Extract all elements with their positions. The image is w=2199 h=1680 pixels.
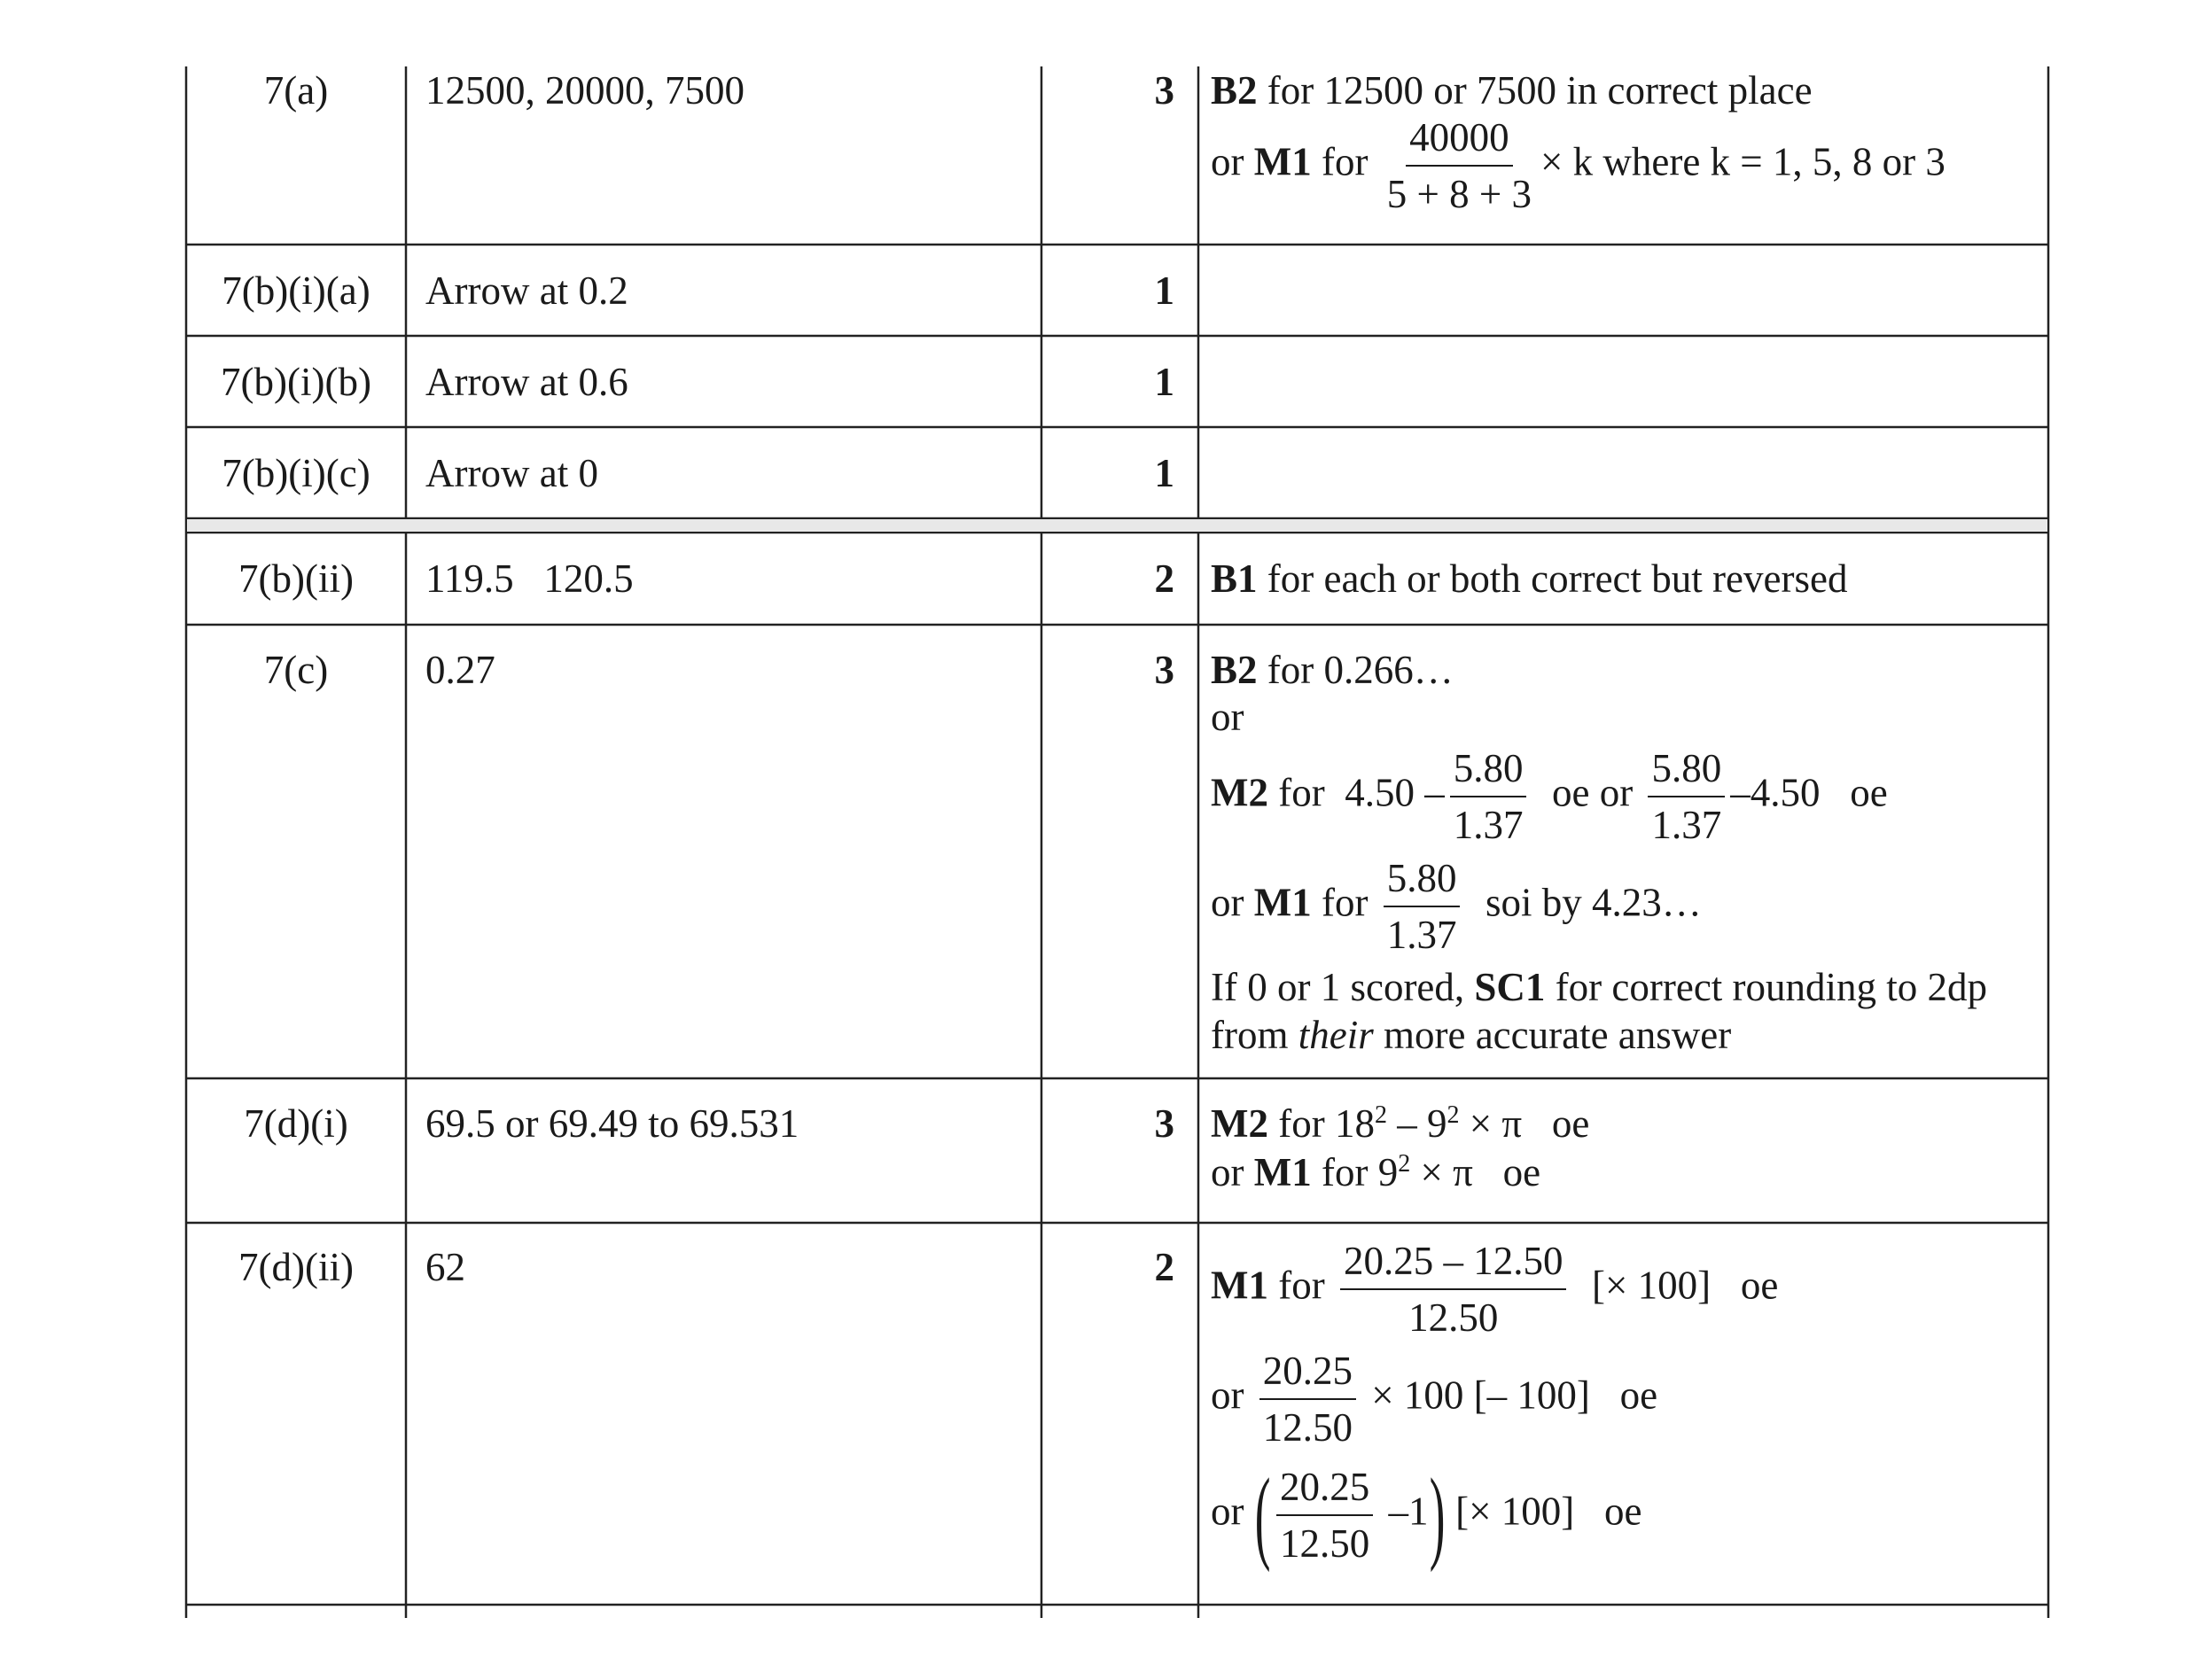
- guidance-line: or M1 for $\frac{40000}{5 + 8 + 3}$ × k where k = 1, 5, 8 or 3: [1211, 115, 1946, 216]
- guidance-line: or M1 for $\frac{5.80}{1.37}$ soi by 4.23…: [1211, 856, 1702, 957]
- answer: Arrow at 0.2: [425, 268, 628, 313]
- fraction: $\frac{40000}{5 + 8 + 3}$: [1386, 115, 1532, 216]
- fraction: $\frac{20.25}{12.50}$: [1276, 1465, 1373, 1566]
- close-paren: ): [1429, 1457, 1446, 1573]
- question-number: 7(d)(ii): [238, 1245, 354, 1289]
- answer: 62: [425, 1245, 465, 1289]
- fraction: $\frac{5.80}{1.37}$: [1384, 856, 1461, 957]
- answer: 69.5 or 69.49 to 69.531: [425, 1101, 799, 1146]
- marks: 1: [1154, 268, 1174, 313]
- marks: 3: [1154, 1101, 1174, 1146]
- answer: 12500, 20000, 7500: [425, 68, 745, 113]
- answer: 119.5 120.5: [425, 556, 634, 601]
- guidance-line: or $\frac{20.25}{12.50}$ × 100 [– 100] oe: [1211, 1349, 1658, 1450]
- answer: Arrow at 0: [425, 451, 598, 495]
- answer: Arrow at 0.6: [425, 360, 628, 404]
- question-number: 7(b)(ii): [238, 556, 354, 601]
- answer: 0.27: [425, 648, 495, 692]
- guidance-line: or: [1211, 695, 1244, 739]
- guidance-line: M1 for $\frac{20.25 - 12.50}{12.50}$ [× 100] oe: [1211, 1239, 1779, 1340]
- guidance-line: B2 for 12500 or 7500 in correct place: [1211, 68, 1813, 113]
- marks: 2: [1154, 1245, 1174, 1289]
- question-number: 7(c): [263, 648, 329, 692]
- marks: 1: [1154, 360, 1174, 404]
- guidance-line: or M1 for $9^2 \times \pi$ oe: [1211, 1150, 1541, 1194]
- fraction: $\frac{5.80}{1.37}$: [1648, 746, 1725, 847]
- open-paren: (: [1254, 1457, 1271, 1573]
- marks: 1: [1154, 451, 1174, 495]
- question-number: 7(d)(i): [244, 1101, 348, 1146]
- question-number: 7(b)(i)(a): [222, 268, 370, 313]
- fraction: $\frac{20.25}{12.50}$: [1259, 1349, 1356, 1450]
- guidance-line: B1 for each or both correct but reversed: [1211, 556, 1848, 601]
- question-number: 7(a): [263, 68, 329, 113]
- marks: 3: [1154, 648, 1174, 692]
- guidance-line: or ( $\frac{20.25}{12.50}$ –1) [× 100] oe: [1211, 1453, 1641, 1577]
- fraction: $\frac{5.80}{1.37}$: [1450, 746, 1527, 847]
- guidance-line: from their more accurate answer: [1211, 1013, 1732, 1057]
- marks: 3: [1154, 68, 1174, 113]
- guidance-line: M2 for 4.50 – $\frac{5.80}{1.37}$ oe or $\frac{5.80}{1.37}$ –4.50 oe: [1211, 746, 1888, 847]
- guidance-line: B2 for 0.266…: [1211, 648, 1454, 692]
- guidance-line: If 0 or 1 scored, SC1 for correct rounding to 2dp: [1211, 965, 1988, 1009]
- guidance-line: M2 for $18^2 - 9^2 \times \pi$ oe: [1211, 1101, 1590, 1146]
- question-number: 7(b)(i)(b): [221, 360, 371, 404]
- fraction: $\frac{20.25 - 12.50}{12.50}$: [1340, 1239, 1567, 1340]
- question-number: 7(b)(i)(c): [222, 451, 370, 495]
- marks: 2: [1154, 556, 1174, 601]
